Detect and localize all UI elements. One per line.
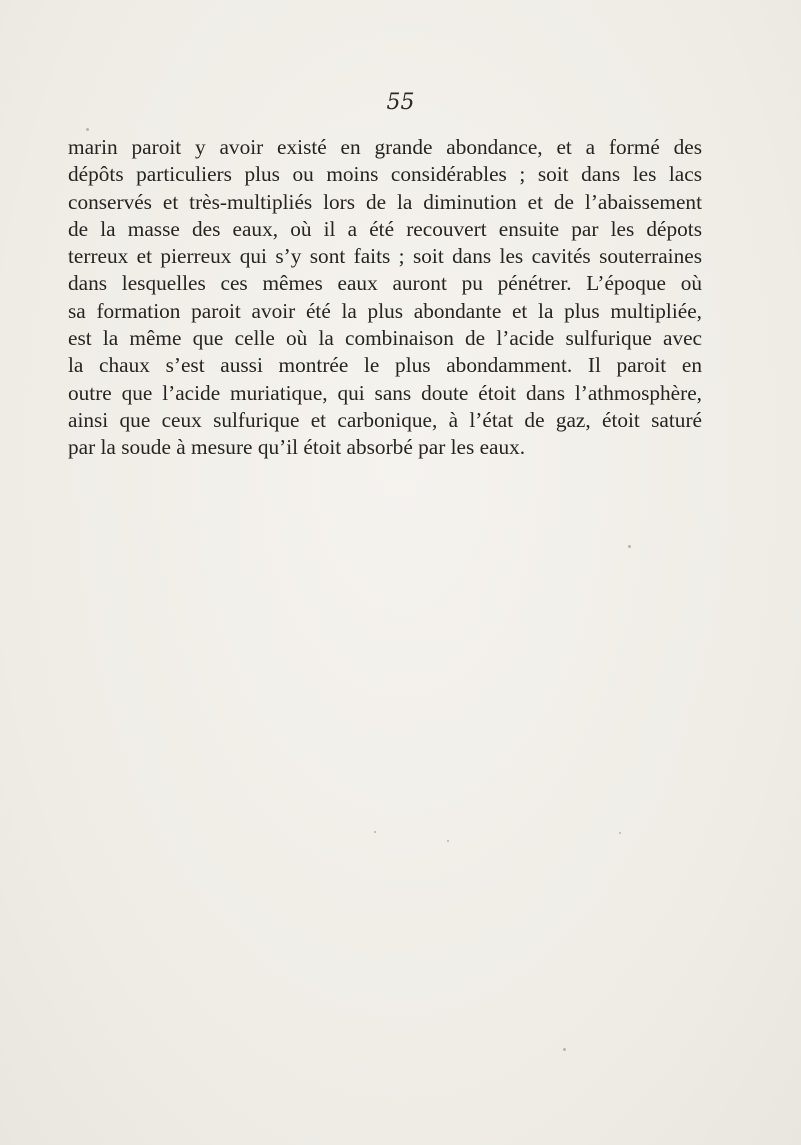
text-line: est la même que celle où la combinaison de l’acide sulfurique avec [68,326,702,351]
text-line: ainsi que ceux sulfurique et carbonique, à l’état de gaz, étoit saturé [68,407,702,432]
text-line: conservés et très-multipliés lors de la diminution et de l’abaissement [68,189,702,214]
text-line: outre que l’acide muriatique, qui sans doute étoit dans l’athmosphère, [68,380,702,405]
text-line: marin paroit y avoir existé en grande abondance, et a formé des [68,135,702,159]
text-line: dépôts particuliers plus ou moins considérables ; soit dans les lacs [68,162,702,187]
text-line: sa formation paroit avoir été la plus abondante et la plus multipliée, [68,298,702,323]
text-line: de la masse des eaux, où il a été recouvert ensuite par les dépots [68,216,702,241]
text-line: par la soude à mesure qu’il étoit absorbé par les eaux. [68,435,526,460]
text-line: terreux et pierreux qui s’y sont faits ; soit dans les cavités souterraines [68,244,702,269]
page-number: 55 [386,90,415,115]
text-line: la chaux s’est aussi montrée le plus abondamment. Il paroit en [68,353,702,378]
body-text [68,134,702,462]
text-line: dans lesquelles ces mêmes eaux auront pu pénétrer. L’époque où [68,271,702,296]
